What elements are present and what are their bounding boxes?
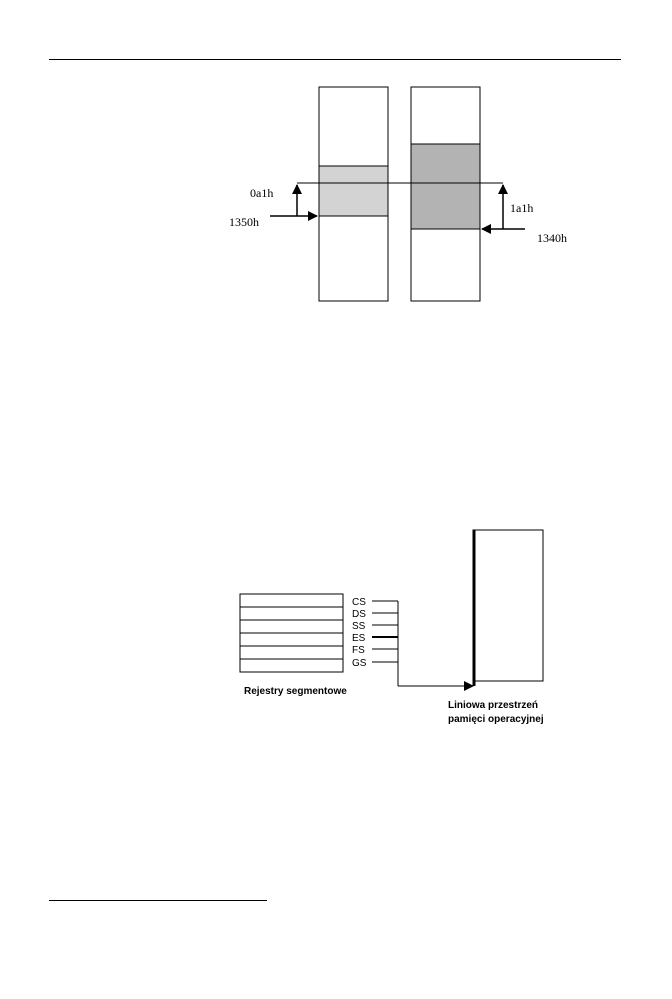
- label-offset-left: 0a1h: [250, 186, 274, 200]
- register-label-ss: SS: [352, 621, 366, 632]
- label-base-right: 1340h: [537, 231, 567, 245]
- register-label-gs: GS: [352, 658, 367, 669]
- register-row: [240, 633, 343, 646]
- register-label-ds: DS: [352, 609, 366, 620]
- label-offset-right: 1a1h: [510, 201, 534, 215]
- register-row: [240, 646, 343, 659]
- registers-caption: Rejestry segmentowe: [244, 686, 347, 697]
- register-label-cs: CS: [352, 597, 366, 608]
- memory-caption-line2: pamięci operacyjnej: [448, 714, 544, 725]
- register-row: [240, 659, 343, 672]
- segment-register-table: [240, 594, 343, 672]
- linear-memory-space: [473, 530, 543, 681]
- register-row: [240, 620, 343, 633]
- label-base-left: 1350h: [229, 215, 259, 229]
- register-label-fs: FS: [352, 645, 365, 656]
- register-connectors: [372, 601, 398, 686]
- register-label-es: ES: [352, 633, 366, 644]
- memory-caption-line1: Liniowa przestrzeń: [448, 700, 539, 711]
- register-row: [240, 594, 343, 607]
- footnote-rule: [49, 900, 267, 901]
- register-row: [240, 607, 343, 620]
